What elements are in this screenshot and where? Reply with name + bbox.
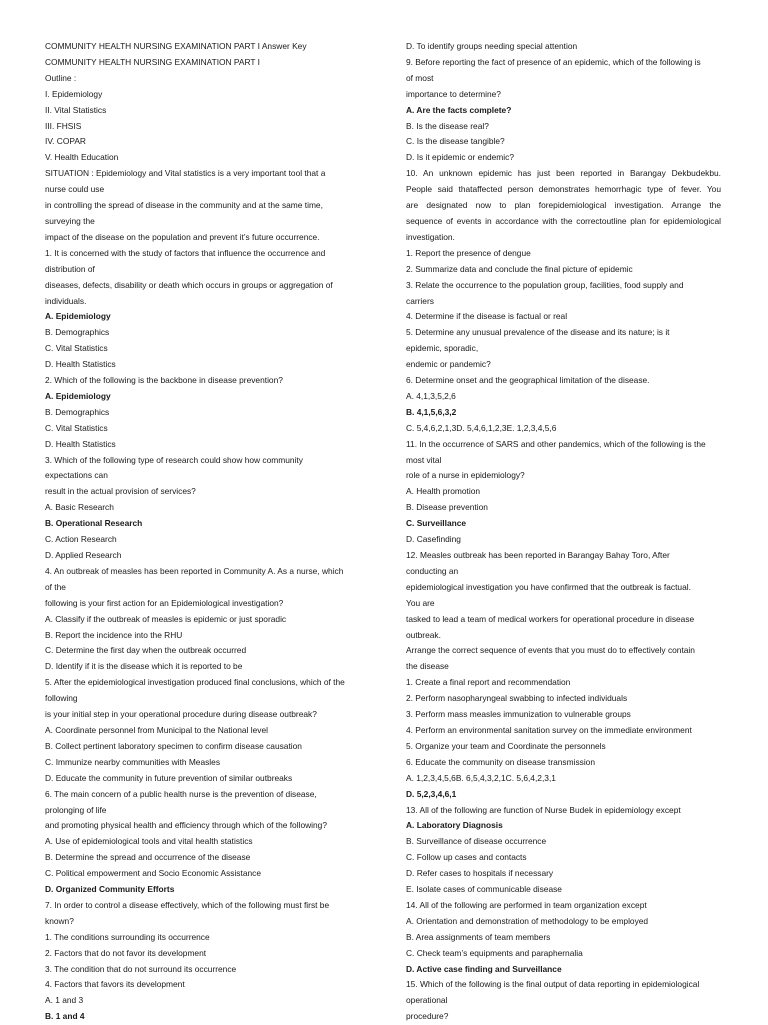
text-line: 12. Measles outbreak has been reported in Barangay Bahay Toro, After [406,550,670,560]
text-line: C. Immunize nearby communities with Measles [45,756,221,767]
text-line: 3. Perform mass measles immunization to vulnerable groups [406,709,631,720]
text-line: investigation. [406,231,455,242]
text-line: result in the actual provision of services? [45,486,196,497]
text-line: carriers [406,295,434,306]
text-line: 10. An unknown epidemic has just been reported in Barangay Dekbudekbu. [406,168,721,179]
text-line: 2. Perform nasopharyngeal swabbing to infected individuals [406,693,628,704]
text-line: B. Determine the spread and occurrence of the disease [45,852,251,863]
text-line: conducting an [406,565,459,576]
text-line: 3. Which of the following type of research could show how community [45,454,303,465]
text-line: 5. After the epidemiological investigation produced final conclusions, which of the [45,677,345,688]
text-line: Outline : [45,72,77,83]
answer-line: A. Epidemiology [45,311,111,322]
text-line: 4. Determine if the disease is factual or real [406,311,568,322]
text-line: C. Check team’s equipments and paraphernalia [406,947,583,958]
text-line: B. Demographics [45,327,110,338]
text-line: COMMUNITY HEALTH NURSING EXAMINATION PART I [45,56,260,67]
text-line: epidemic, sporadic, [406,343,479,354]
text-line: most vital [406,454,442,465]
text-line: 5. Determine any unusual prevalence of the disease and its nature; is it [406,327,670,338]
answer-line: B. 1 and 4 [45,1011,85,1022]
right-column [406,39,721,1025]
text-line: 2. Summarize data and conclude the final picture of epidemic [406,263,633,274]
text-line: A. 4,1,3,5,2,6 [406,390,456,401]
text-line: is your initial step in your operational procedure during disease outbreak? [45,709,317,720]
text-line: B. Report the incidence into the RHU [45,629,183,640]
text-line: diseases, defects, disability or death which occurs in groups or aggregation of [45,279,333,290]
text-line: C. Vital Statistics [45,343,108,354]
text-line: 2. Which of the following is the backbone in disease prevention? [45,375,283,386]
text-line: D. Is it epidemic or endemic? [406,152,514,163]
text-line: D. Casefinding [406,534,461,545]
text-line: D. Health Statistics [45,438,116,449]
text-line: SITUATION : Epidemiology and Vital statistics is a very important tool that a [45,168,326,179]
text-line: of most [406,72,434,83]
text-line: following [45,693,78,704]
text-line: in controlling the spread of disease in the community and at the same time, [45,200,323,211]
text-line: IV. COPAR [45,136,86,147]
text-line: known? [45,915,74,926]
text-line: A. Basic Research [45,502,114,513]
text-line: expectations can [45,470,108,481]
text-line: 1. Report the presence of dengue [406,247,531,258]
text-line: C. Determine the first day when the outbreak occurred [45,645,247,656]
text-line: nurse could use [45,184,105,195]
text-line: B. Is the disease real? [406,120,489,131]
text-line: A. 1 and 3 [45,995,84,1006]
text-line: sequence of events in accordance with the correctoutline plan for epidemiological [406,215,721,226]
text-line: 5. Organize your team and Coordinate the personnels [406,740,606,751]
answer-line: A. Laboratory Diagnosis [406,820,503,831]
text-line: outbreak. [406,629,441,640]
text-line: D. Health Statistics [45,359,116,370]
text-line: 13. All of the following are function of Nurse Budek in epidemiology except [406,804,681,815]
left-column [45,39,363,1025]
text-line: procedure? [406,1011,449,1022]
answer-line: A. Are the facts complete? [406,104,512,115]
text-line: COMMUNITY HEALTH NURSING EXAMINATION PART I Answer Key [45,41,307,51]
text-line: distribution of [45,263,95,274]
answer-line: C. Surveillance [406,518,467,529]
text-line: III. FHSIS [45,120,82,131]
text-line: B. Demographics [45,406,110,417]
text-line: 3. The condition that do not surround its occurrence [45,963,237,974]
text-line: C. Political empowerment and Socio Economic Assistance [45,868,261,879]
text-line: B. Disease prevention [406,502,488,513]
text-line: 4. Factors that favors its development [45,979,185,990]
text-line: 7. In order to control a disease effectively, which of the following must first be [45,899,330,910]
text-line: individuals. [45,295,87,306]
text-line: 6. Determine onset and the geographical limitation of the disease. [406,375,650,386]
text-line: importance to determine? [406,88,501,99]
text-line: A. Health promotion [406,486,481,497]
text-line: 2. Factors that do not favor its development [45,947,207,958]
text-line: 4. An outbreak of measles has been reported in Community A. As a nurse, which [45,565,344,576]
text-line: 1. The conditions surrounding its occurrence [45,931,210,942]
text-line: C. Follow up cases and contacts [406,852,527,863]
text-line: A. 1,2,3,4,5,6B. 6,5,4,3,2,1C. 5,6,4,2,3,1 [406,772,556,783]
text-line: B. Collect pertinent laboratory specimen to confirm disease causation [45,740,302,751]
text-line: C. Vital Statistics [45,422,108,433]
text-line: of the [45,581,66,592]
text-line: the disease [406,661,449,672]
text-line: tasked to lead a team of medical workers for operational procedure in disease [406,613,695,624]
text-line: D. Refer cases to hospitals if necessary [406,868,554,879]
text-line: 9. Before reporting the fact of presence of an epidemic, which of the following is [406,56,701,67]
text-line: I. Epidemiology [45,88,103,99]
text-line: A. Coordinate personnel from Municipal to the National level [45,724,268,735]
text-line: 1. It is concerned with the study of factors that influence the occurrence and [45,247,326,258]
text-line: impact of the disease on the population and prevent it’s future occurrence. [45,231,320,242]
text-line: 1. Create a final report and recommendation [406,677,571,688]
text-line: C. 5,4,6,2,1,3D. 5,4,6,1,2,3E. 1,2,3,4,5,6 [406,422,557,433]
text-line: are designated now to plan forepidemiological investigation. Arrange the [406,200,721,211]
text-line: C. Action Research [45,534,117,545]
text-line: and promoting physical health and efficiency through which of the following? [45,820,327,831]
text-line: B. Surveillance of disease occurrence [406,836,547,847]
text-line: A. Use of epidemiological tools and vital health statistics [45,836,253,847]
text-line: operational [406,995,448,1006]
text-line: surveying the [45,215,95,226]
text-line: E. Isolate cases of communicable disease [406,884,562,895]
text-line: 15. Which of the following is the final output of data reporting in epidemiological [406,979,700,990]
text-line: D. Identify if it is the disease which it is reported to be [45,661,243,672]
text-line: A. Classify if the outbreak of measles is epidemic or just sporadic [45,613,287,624]
text-line: Arrange the correct sequence of events that you must do to effectively contain [406,645,695,656]
text-line: 3. Relate the occurrence to the population group, facilities, food supply and [406,279,684,290]
answer-line: D. Active case finding and Surveillance [406,963,562,974]
text-line: V. Health Education [45,152,119,163]
answer-line: B. 4,1,5,6,3,2 [406,406,457,417]
text-line: A. Orientation and demonstration of methodology to be employed [406,915,649,926]
answer-line: D. 5,2,3,4,6,1 [406,788,457,799]
text-line: People said thataffected person demonstrates hemorrhagic type of fever. You [406,184,721,195]
answer-line: A. Epidemiology [45,390,111,401]
answer-line: B. Operational Research [45,518,143,529]
text-line: 14. All of the following are performed in team organization except [406,899,647,910]
text-line: epidemiological investigation you have confirmed that the outbreak is factual. [406,581,691,592]
text-line: B. Area assignments of team members [406,931,551,942]
text-line: 11. In the occurrence of SARS and other pandemics, which of the following is the [406,438,706,449]
text-line: C. Is the disease tangible? [406,136,505,147]
text-line: D. To identify groups needing special attention [406,41,578,51]
text-line: II. Vital Statistics [45,104,107,115]
text-line: prolonging of life [45,804,107,815]
text-line: endemic or pandemic? [406,359,491,370]
text-line: 4. Perform an environmental sanitation survey on the immediate environment [406,724,692,735]
text-line: You are [406,597,435,608]
text-line: 6. The main concern of a public health nurse is the prevention of disease, [45,788,317,799]
text-line: D. Educate the community in future prevention of similar outbreaks [45,772,293,783]
text-line: 6. Educate the community on disease transmission [406,756,595,767]
text-line: following is your first action for an Epidemiological investigation? [45,597,284,608]
answer-line: D. Organized Community Efforts [45,884,175,895]
text-line: role of a nurse in epidemiology? [406,470,525,481]
text-line: D. Applied Research [45,550,122,560]
